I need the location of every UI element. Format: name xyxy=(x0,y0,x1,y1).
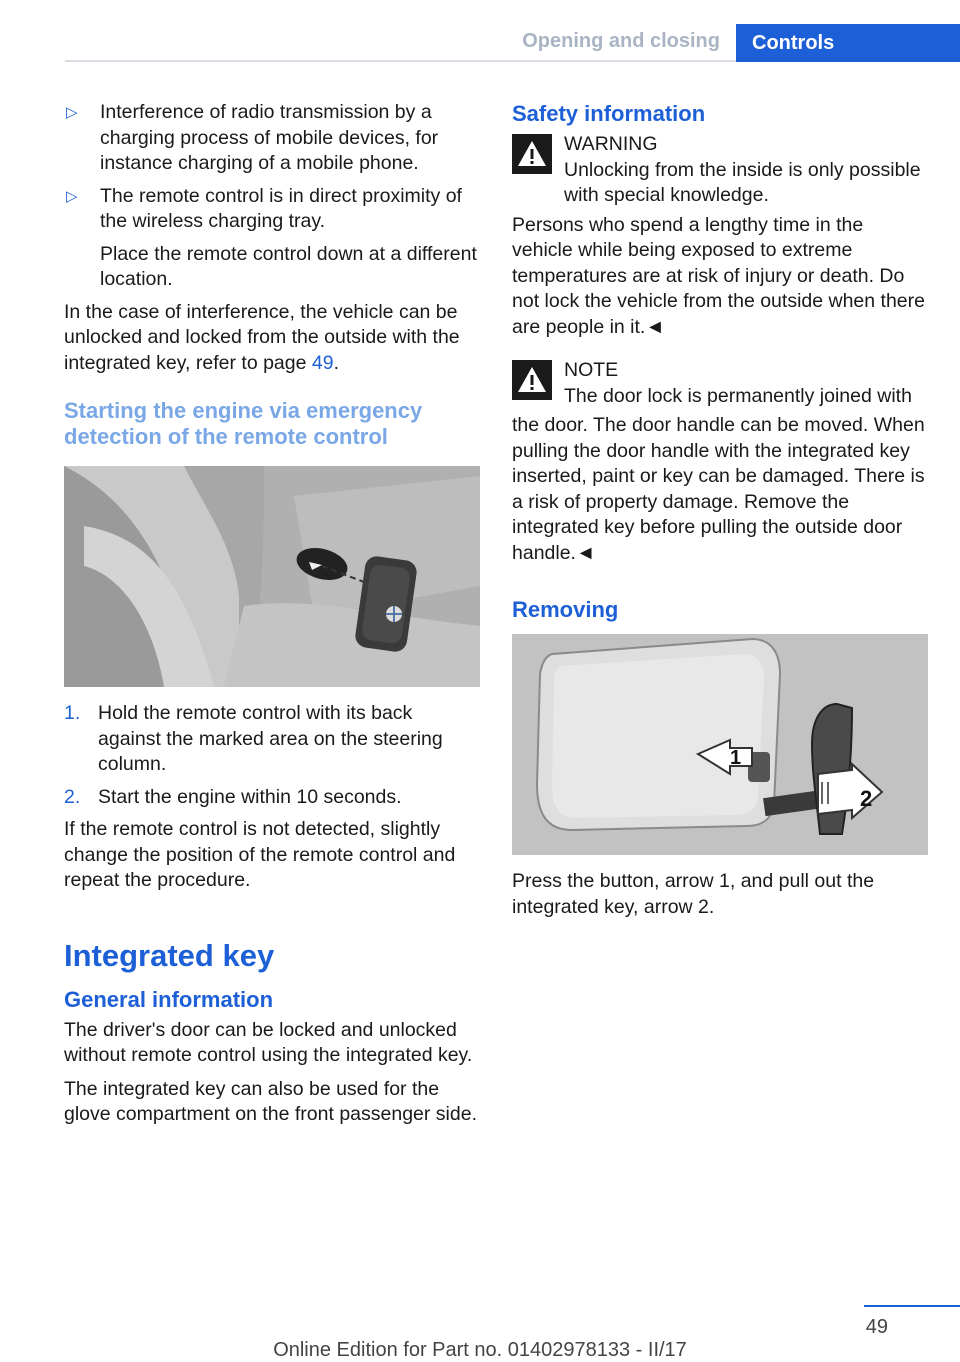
bullet-text: The remote control is in direct proximity of the wireless charging tray. xyxy=(100,184,462,232)
warning-block xyxy=(512,132,928,209)
removing-paragraph: Press the button, arrow 1, and pull out the integrated key, arrow 2. xyxy=(512,870,875,918)
header-section-title: Opening and closing xyxy=(522,30,720,52)
not-detected-paragraph: If the remote control is not detected, slightly change the position of the remote control and repeat the procedure. xyxy=(64,818,456,891)
general-info-paragraph: The driver's door can be locked and unlocked without remote control using the integrated key. xyxy=(64,1018,473,1066)
warning-paragraph: Persons who spend a lengthy time in the vehicle while being exposed to extreme temperatures are at risk of injury or death. Do not lock the vehicle from the outside when there are people in it.◄ xyxy=(512,213,925,338)
page-number: 49 xyxy=(865,1316,888,1338)
header-tab-controls[interactable]: Controls xyxy=(736,24,960,62)
footer-rule xyxy=(864,1305,960,1307)
footer-edition: Online Edition for Part no. 01402978133 - II/17 xyxy=(273,1339,687,1361)
bullet-text: Interference of radio transmission by a charging process of mobile devices, for instance charging of a mobile phone. xyxy=(100,101,439,174)
general-information-heading: General information xyxy=(64,986,274,1012)
steering-column-illustration xyxy=(64,466,480,687)
step-number: 1. xyxy=(64,702,81,724)
bullet-subtext: Place the remote control down at a different location. xyxy=(100,242,477,290)
warning-icon xyxy=(512,360,552,400)
warning-label: WARNING xyxy=(564,133,658,155)
warning-first-line: Unlocking from the inside is only possible with special knowledge. xyxy=(564,158,921,206)
step-item xyxy=(64,785,480,811)
left-column xyxy=(64,100,480,1136)
warning-icon xyxy=(512,134,552,174)
bullet-triangle-icon: ▷ xyxy=(66,104,78,121)
arrow-1-label: 1 xyxy=(730,747,742,769)
bullet-item xyxy=(64,100,480,177)
step-item xyxy=(64,701,480,778)
removing-heading: Removing xyxy=(512,597,619,622)
key-removal-illustration xyxy=(512,634,928,855)
safety-information-heading: Safety information xyxy=(512,101,706,126)
bullet-triangle-icon: ▷ xyxy=(66,187,78,205)
interference-paragraph: In the case of interference, the vehicle can be unlocked and locked from the outside with the integrated key, refer to page 49. xyxy=(64,300,460,374)
note-label: NOTE xyxy=(564,359,619,381)
integrated-key-heading: Integrated key xyxy=(64,937,275,973)
general-info-paragraph-2: The integrated key can also be used for the glove compartment on the front passenger side. xyxy=(64,1077,477,1125)
step-number: 2. xyxy=(64,785,81,808)
right-column xyxy=(512,100,928,928)
note-block xyxy=(512,358,928,409)
bullet-item xyxy=(64,184,480,293)
arrow-2-label: 2 xyxy=(860,786,873,811)
page-link[interactable]: 49 xyxy=(311,351,334,374)
step-text: Hold the remote control with its back against the marked area on the steering column. xyxy=(98,702,443,775)
starting-engine-heading: Starting the engine via emergency detection of the remote control xyxy=(64,398,423,449)
step-text: Start the engine within 10 seconds. xyxy=(98,785,402,808)
note-paragraph: the door. The door handle can be moved. When pulling the door handle with the integrated key inserted, paint or key can be damaged. There is a risk of property damage. Remove the integrated key before pulling the outside door handle.◄ xyxy=(512,414,925,564)
note-first-line: The door lock is permanently joined with xyxy=(564,384,912,407)
